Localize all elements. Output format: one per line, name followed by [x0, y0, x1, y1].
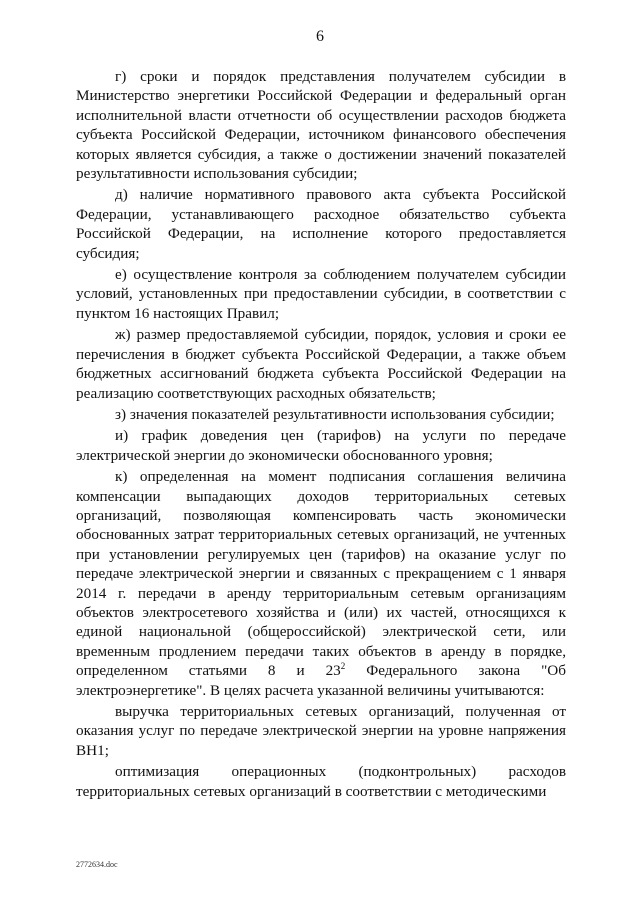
paragraph-z: з) значения показателей результативности использования субсидии;: [115, 405, 555, 423]
paragraph-i: и) график доведения цен (тарифов) на услуги по передаче электрической энергии до экономически обоснованного уровня;: [76, 427, 566, 464]
page-number: 6: [316, 28, 324, 45]
paragraph-k-text-end: Федерального закона "Об электроэнергетике". В целях расчета указанной величины учитываются:: [76, 662, 566, 699]
paragraph-zh: ж) размер предоставляемой субсидии, порядок, условия и сроки ее перечисления в бюджет субъекта Российской Федерации, а также объем бюджетных ассигнований бюджета субъекта Российской Федерации на реализацию соответствующих расходных обязательств;: [76, 326, 566, 402]
paragraph-k-text: к) определенная на момент подписания соглашения величина компенсации выпадающих доходов территориальных сетевых организаций, позволяющая компенсировать часть экономически обоснованных затрат территориальных сетевых организаций, не учтенных при установлении регулируемых цен (тарифов) на оказание услуг по передаче электрической энергии и связанных с прекращением с 1 января 2014 г. передачи в аренду территориальным сетевым организациям объектов электросетевого хозяйства и (или) их частей, относящихся к единой национальной (общероссийской) электрической сети, или временным продлением передачи таких объектов в аренду в порядке, определенном статьями 8 и 23: [76, 468, 566, 680]
document-file-id: 2772634.doc: [76, 860, 118, 869]
article-superscript: 2: [340, 661, 346, 672]
document-body: [76, 67, 566, 803]
paragraph-d: д) наличие нормативного правового акта субъекта Российской Федерации, устанавливающего расходное обязательство субъекта Российской Федерации, на исполнение которого предоставляется субсидия;: [76, 186, 566, 262]
paragraph-optimization: оптимизация операционных (подконтрольных) расходов территориальных сетевых организаций в соответствии с методическими: [76, 763, 566, 800]
paragraph-g: г) сроки и порядок представления получателем субсидии в Министерство энергетики Российской Федерации и федеральный орган исполнительной власти отчетности об осуществлении расходов бюджета субъекта Российской Федерации, источником финансового обеспечения которых является субсидия, а также о достижении значений показателей результативности использования субсидии;: [76, 68, 566, 183]
paragraph-revenue: выручка территориальных сетевых организаций, полученная от оказания услуг по передаче электрической энергии на уровне напряжения ВН1;: [76, 703, 566, 759]
paragraph-k: [76, 467, 566, 700]
paragraph-e: е) осуществление контроля за соблюдением получателем субсидии условий, установленных при предоставлении субсидии, в соответствии с пунктом 16 настоящих Правил;: [76, 266, 566, 322]
